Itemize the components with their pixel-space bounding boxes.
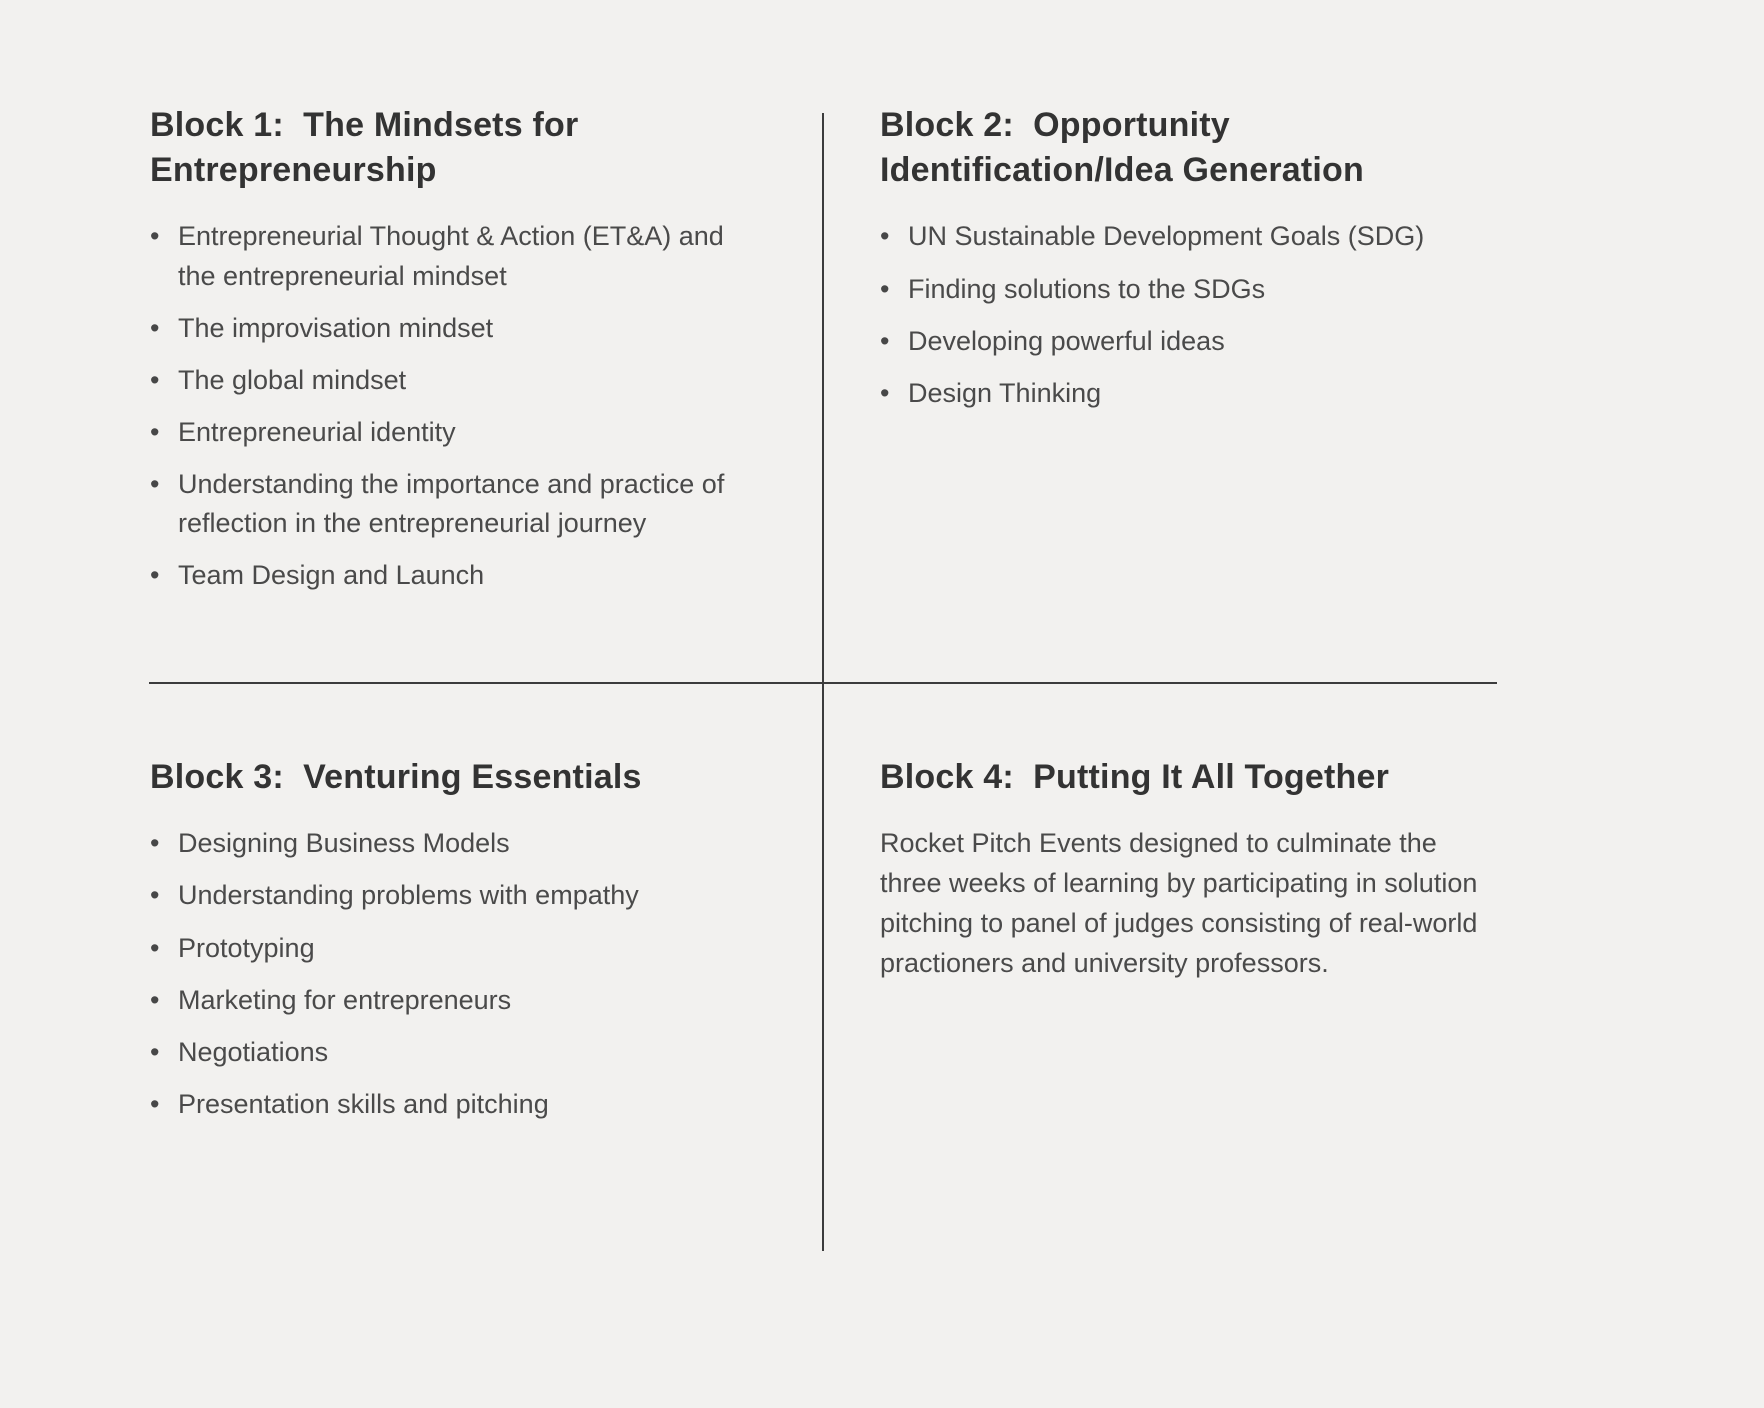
list-item-text: Understanding the importance and practice of reflection in the entrepreneurial journey [178,469,732,539]
list-item [150,824,735,863]
list-item-text: Entrepreneurial identity [178,417,456,447]
list-item-text: Negotiations [178,1036,329,1067]
list-item-text: Presentation skills and pitching [178,1088,549,1119]
list-item-text: Developing powerful ideas [908,325,1225,356]
list-item-text: The improvisation mindset [178,312,494,343]
list-item [150,413,735,452]
list-item-text: The global mindset [178,364,407,395]
bullet-icon: • [150,364,160,395]
list-item-text: Understanding problems with empathy [178,880,639,911]
list-item [150,556,735,595]
list-item-text: UN Sustainable Development Goals (SDG) [908,221,1425,252]
bullet-icon: • [150,417,160,447]
block-1-list [150,217,735,595]
list-item-text: Marketing for entrepreneurs [178,984,512,1015]
bullet-icon: • [150,221,160,252]
list-item-text: Entrepreneurial Thought & Action (ET&A) and the entrepreneurial mindset [178,221,732,291]
bullet-icon: • [150,312,160,343]
bullet-icon: • [880,325,890,356]
list-item-text: Designing Business Models [178,828,510,859]
list-item [880,217,1465,256]
list-item [150,981,735,1020]
bullet-icon: • [880,273,890,304]
list-item-text: Team Design and Launch [178,560,485,591]
list-item [150,361,735,400]
list-item [150,1085,735,1124]
list-item-text: Design Thinking [908,377,1102,408]
list-item-text: Finding solutions to the SDGs [908,273,1266,304]
list-item [880,374,1465,413]
block-3-title: Block 3: Venturing Essentials [150,758,642,796]
bullet-icon: • [880,221,890,252]
block-4-paragraph: Rocket Pitch Events designed to culminate the three weeks of learning by participating in solution pitching to panel of judges consisting of real-world practioners and university professors. [880,828,1478,979]
bullet-icon: • [150,469,160,500]
bullet-icon: • [880,377,890,408]
bullet-icon: • [150,560,160,591]
list-item-text: Prototyping [178,932,315,963]
list-item [150,465,735,543]
list-item [150,876,735,915]
list-item [150,929,735,968]
block-4-section [880,755,1480,984]
block-2-title: Block 2: Opportunity Identification/Idea Generation [880,106,1364,190]
block-4-title: Block 4: Putting It All Together [880,758,1390,796]
block-1-section [150,103,735,609]
block-3-list [150,824,735,1124]
block-2-list [880,217,1465,413]
block-2-section [880,103,1465,426]
bullet-icon: • [150,880,160,911]
bullet-icon: • [150,932,160,963]
bullet-icon: • [150,1088,160,1119]
bullet-icon: • [150,828,160,859]
list-item [880,322,1465,361]
horizontal-divider-line [149,682,1497,684]
list-item [150,217,735,295]
block-3-section [150,755,735,1137]
block-1-title: Block 1: The Mindsets for Entrepreneurship [150,106,589,190]
list-item [880,270,1465,309]
bullet-icon: • [150,984,160,1015]
bullet-icon: • [150,1036,160,1067]
list-item [150,309,735,348]
list-item [150,1033,735,1072]
